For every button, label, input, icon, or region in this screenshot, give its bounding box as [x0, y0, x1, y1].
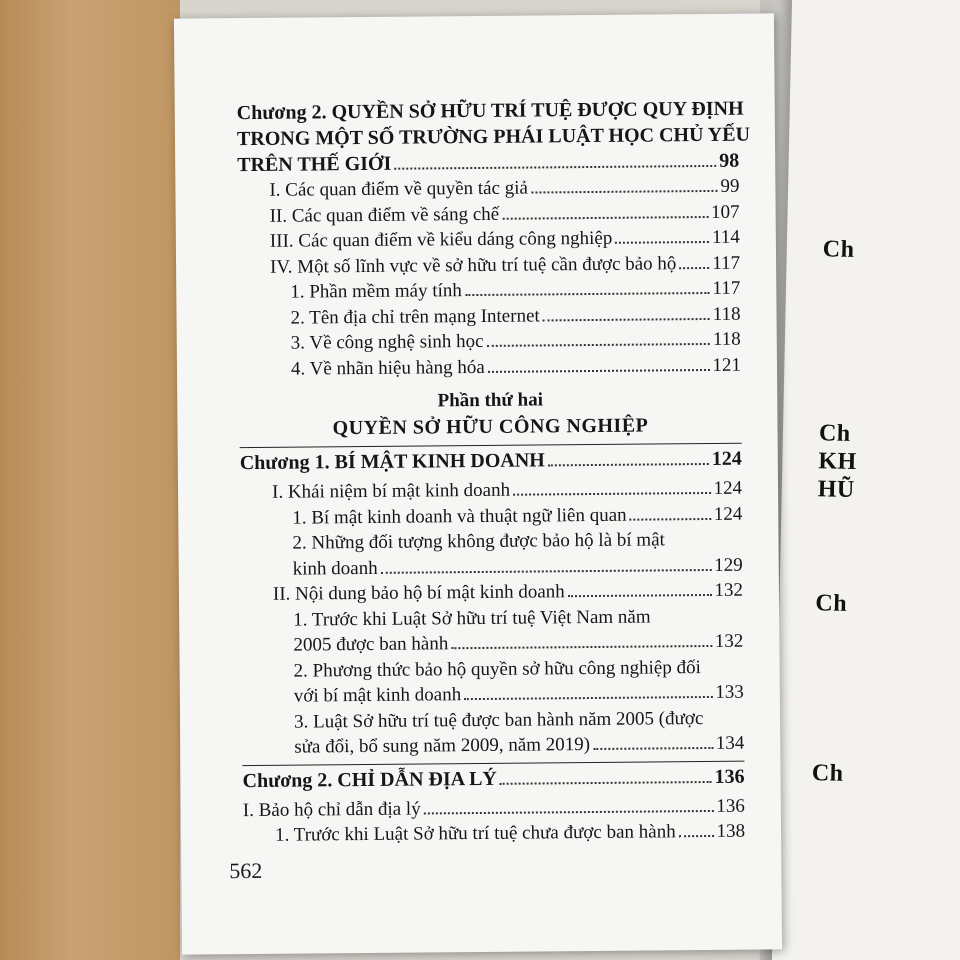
entry-label-line: 1. Trước khi Luật Sở hữu trí tuệ Việt Nam năm — [293, 605, 651, 631]
page-ref: 138 — [716, 820, 746, 842]
dot-leader — [630, 517, 711, 520]
dot-leader — [615, 241, 709, 244]
entry-label-line: 3. Luật Sở hữu trí tuệ được ban hành năm 2005 (được — [293, 707, 704, 733]
toc-entry — [243, 819, 745, 849]
page-ref: 124 — [713, 503, 743, 525]
dot-leader — [464, 696, 712, 700]
page-number: 562 — [229, 857, 263, 884]
chapter-title-line: Chương 2. QUYỀN SỞ HỮU TRÍ TUỆ ĐƯỢC QUY ĐỊNH — [236, 97, 744, 125]
dot-leader — [543, 317, 710, 320]
cardboard-background — [0, 0, 180, 960]
adjacent-text-fragment: Ch — [811, 760, 844, 787]
entry-label: sửa đổi, bổ sung năm 2009, năm 2019) — [294, 734, 591, 758]
adjacent-book-page — [772, 0, 960, 960]
adjacent-text-fragment: KH — [818, 448, 857, 476]
part-label: Phần thứ hai — [437, 389, 544, 412]
page-ref: 129 — [714, 554, 743, 576]
adjacent-text-fragment: Ch — [815, 590, 848, 617]
book-page — [174, 13, 782, 954]
page-ref: 117 — [712, 277, 741, 299]
entry-label: I. Các quan điểm về quyền tác giả — [269, 177, 529, 201]
entry-label: 2. Tên địa chỉ trên mạng Internet — [290, 304, 540, 329]
adjacent-text-fragment: Ch — [818, 420, 851, 447]
page-ref: 118 — [712, 328, 741, 350]
dot-leader — [531, 190, 717, 194]
dot-leader — [679, 266, 709, 268]
dot-leader — [548, 463, 709, 466]
table-of-contents — [236, 96, 751, 849]
entry-label: 1. Phần mềm máy tính — [290, 280, 462, 303]
entry-label: 3. Về công nghệ sinh học — [290, 330, 484, 354]
toc-chapter-row — [242, 760, 744, 793]
entry-label: 2005 được ban hành — [293, 633, 449, 656]
entry-label: IV. Một số lĩnh vực về sở hữu trí tuệ cần được bảo hộ — [270, 252, 677, 278]
page-ref: 114 — [711, 226, 740, 248]
entry-label: II. Các quan điểm về sáng chế — [269, 203, 500, 227]
entry-label: I. Bảo hộ chỉ dẫn địa lý — [242, 798, 421, 821]
chapter-title-line: TRONG MỘT SỐ TRƯỜNG PHÁI LUẬT HỌC CHỦ YẾU — [236, 123, 751, 151]
page-ref: 117 — [712, 252, 741, 274]
page-ref: 124 — [711, 447, 742, 470]
dot-leader — [451, 645, 712, 649]
entry-label: II. Nội dung bảo hộ bí mật kinh doanh — [272, 581, 565, 605]
chapter-title-line: TRÊN THẾ GIỚI — [237, 152, 392, 177]
toc-chapter-row — [240, 443, 742, 476]
page-ref: 136 — [716, 795, 745, 817]
page-ref: 118 — [712, 303, 741, 325]
entry-label: 4. Về nhãn hiệu hàng hóa — [290, 356, 485, 380]
chapter-title: Chương 1. BÍ MẬT KINH DOANH — [239, 449, 545, 475]
part-heading — [239, 386, 741, 443]
dot-leader — [679, 835, 714, 837]
dot-leader — [488, 368, 710, 372]
adjacent-text-fragment: HŨ — [817, 476, 856, 504]
entry-label: I. Khái niệm bí mật kinh doanh — [271, 479, 511, 503]
page-ref: 124 — [713, 477, 743, 499]
part-title: QUYỀN SỞ HỮU CÔNG NGHIỆP — [332, 414, 649, 440]
dot-leader — [381, 568, 712, 573]
entry-label: kinh doanh — [292, 557, 378, 580]
chapter-title: Chương 2. CHỈ DẪN ĐỊA LÝ — [242, 767, 497, 792]
page-ref: 132 — [714, 630, 744, 652]
dot-leader — [424, 809, 714, 814]
entry-label-line: 2. Những đối tượng không được bảo hộ là bí mật — [292, 529, 665, 554]
dot-leader — [568, 594, 712, 597]
toc-entry — [238, 250, 740, 280]
entry-label: 1. Trước khi Luật Sở hữu trí tuệ chưa được ban hành — [274, 821, 676, 846]
page-ref: 99 — [720, 175, 740, 197]
dot-leader — [593, 747, 713, 750]
page-ref: 136 — [714, 765, 745, 788]
page-ref: 107 — [711, 201, 740, 223]
entry-label: 1. Bí mật kinh doanh và thuật ngữ liên quan — [292, 504, 627, 529]
dot-leader — [500, 780, 712, 784]
page-ref: 121 — [712, 354, 742, 376]
page-ref: 98 — [719, 149, 740, 172]
page-ref: 134 — [715, 732, 745, 754]
dot-leader — [513, 492, 711, 496]
entry-label: III. Các quan điểm về kiểu dáng công nghiệp — [269, 227, 613, 252]
page-ref: 133 — [715, 681, 744, 703]
adjacent-text-fragment: Ch — [822, 236, 855, 263]
entry-label: với bí mật kinh doanh — [293, 684, 462, 707]
dot-leader — [465, 292, 710, 296]
dot-leader — [487, 343, 710, 347]
page-ref: 132 — [714, 579, 744, 601]
toc-entry — [239, 352, 741, 382]
dot-leader — [502, 215, 708, 219]
dot-leader — [394, 165, 716, 170]
entry-label-line: 2. Phương thức bảo hộ quyền sở hữu công nghiệp đối — [293, 656, 701, 682]
